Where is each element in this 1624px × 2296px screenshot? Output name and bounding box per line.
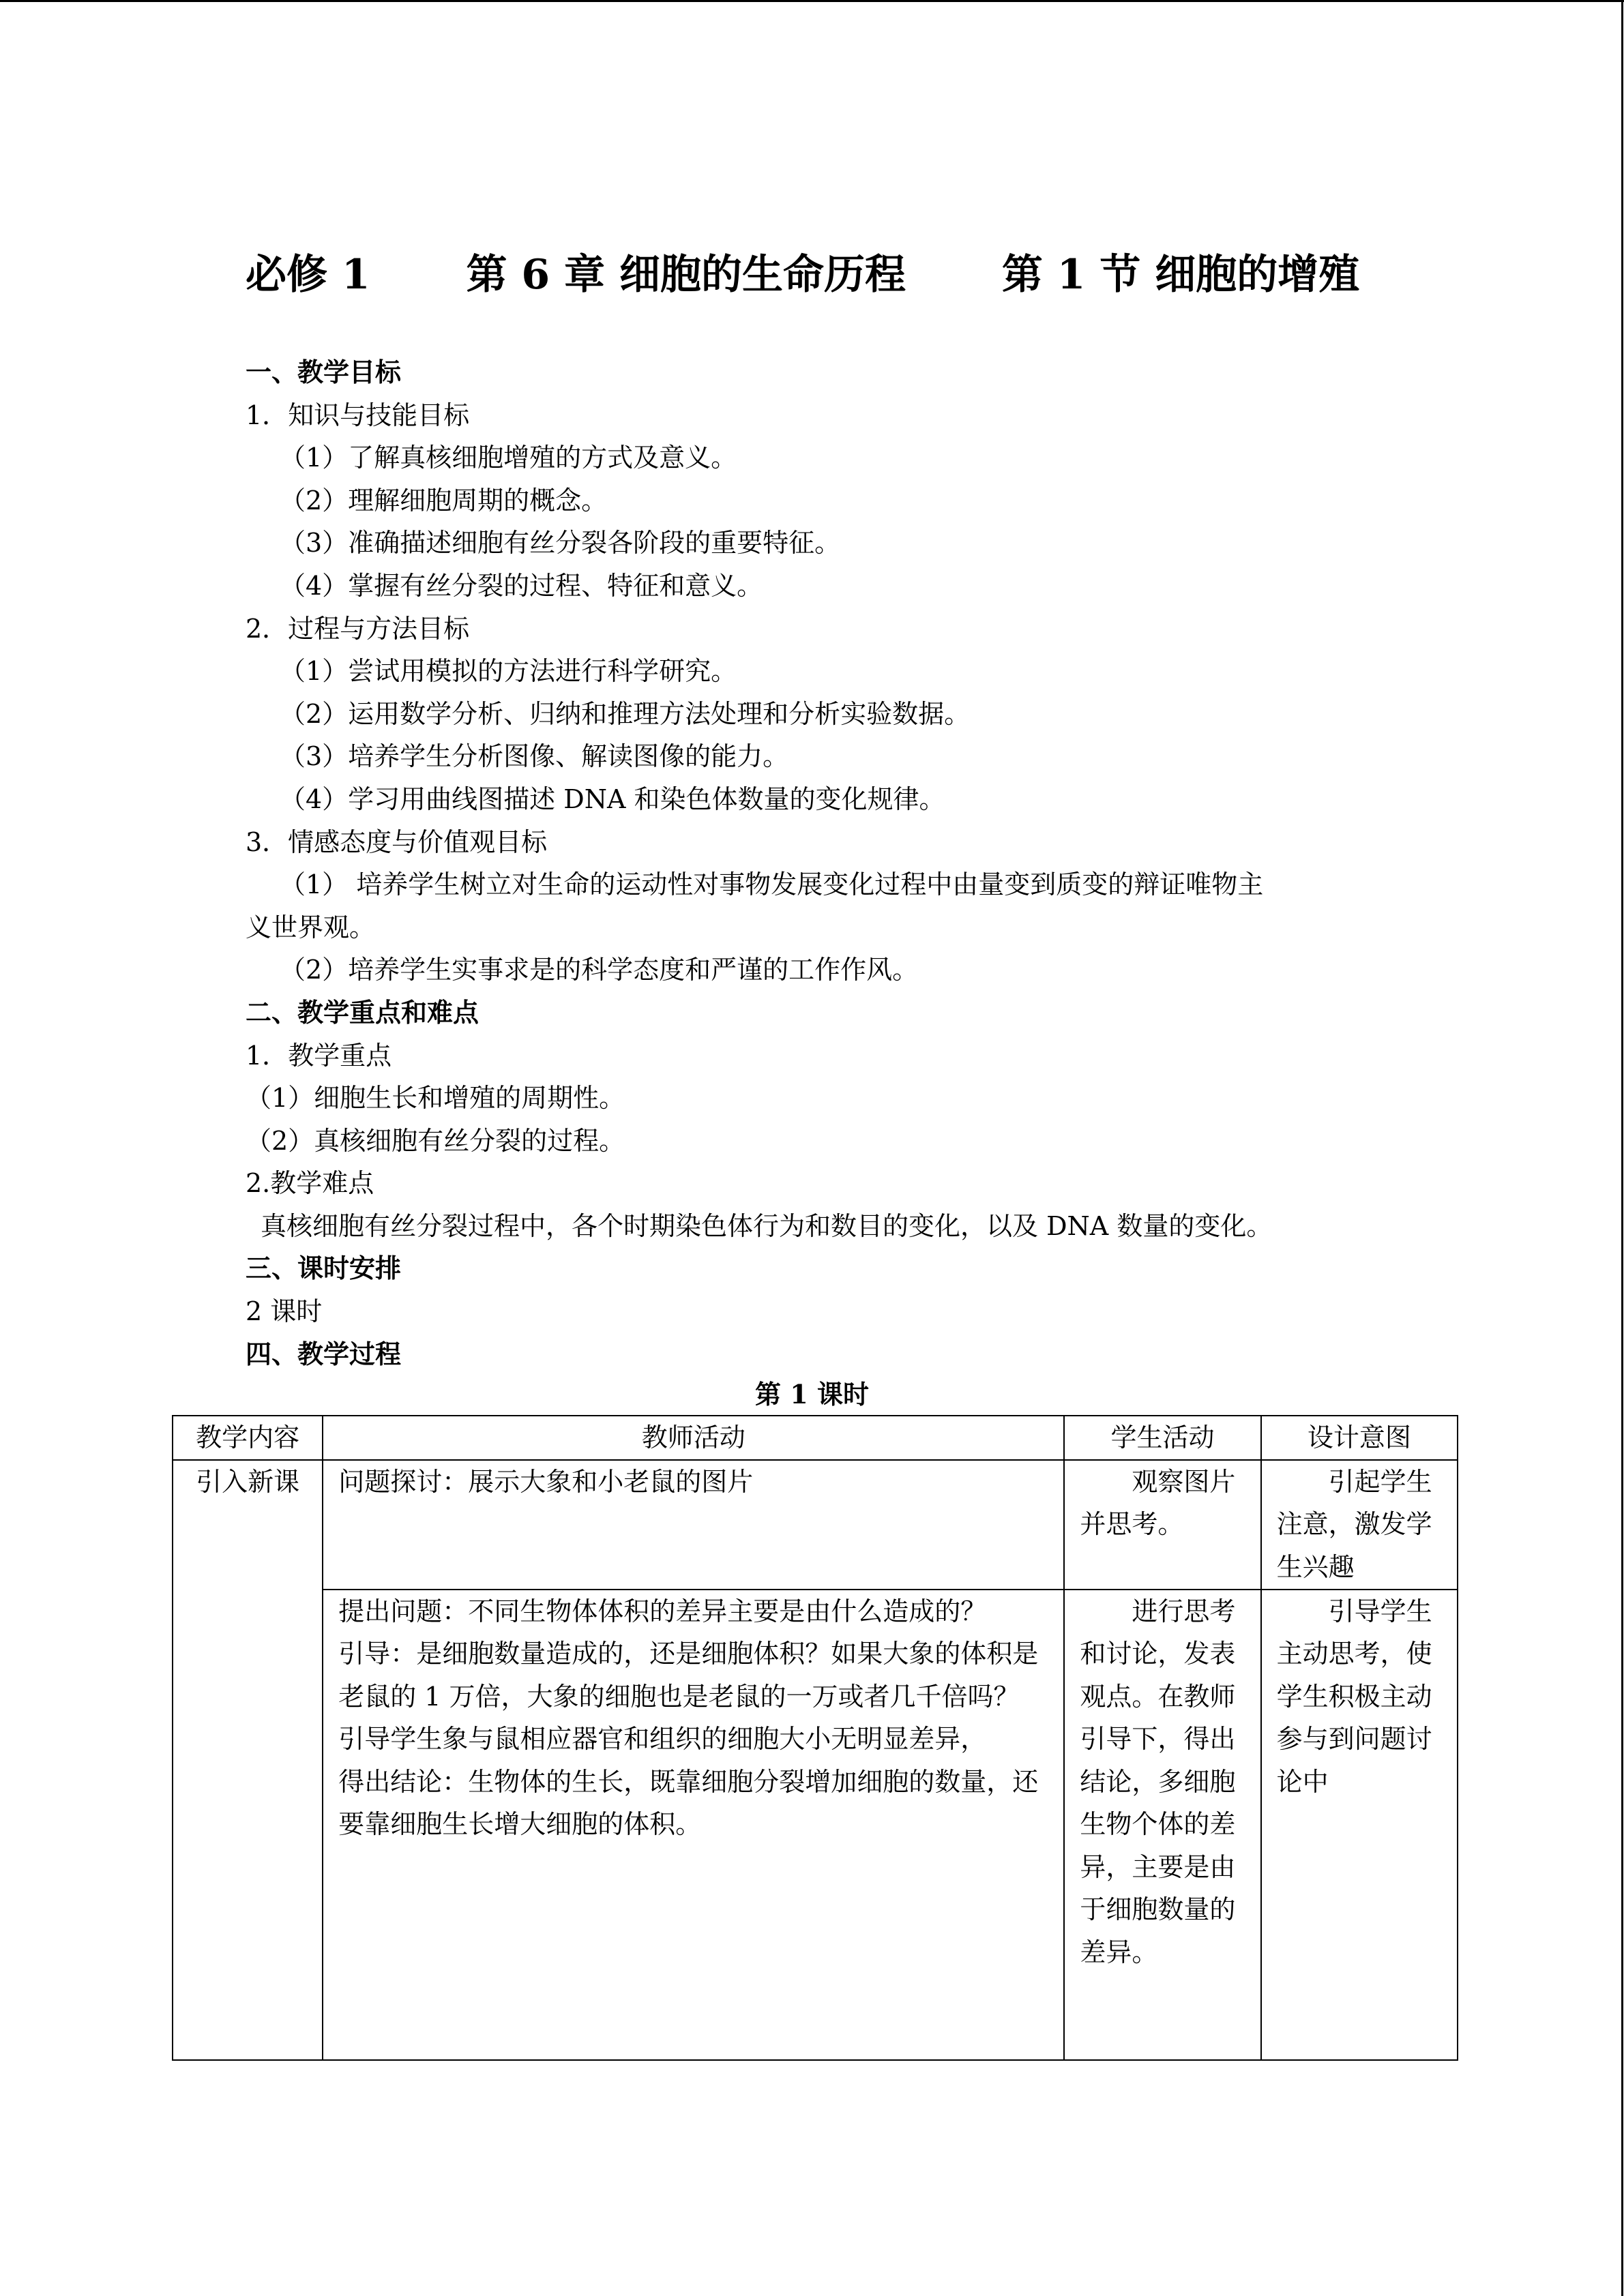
section-label-cell (173, 1460, 323, 2060)
table-header-row (173, 1416, 1458, 1460)
teacher-paragraph: 引导：是细胞数量造成的，还是细胞体积？如果大象的体积是老鼠的 1 万倍，大象的细胞也是老鼠的一万或者几千倍吗？ (338, 1639, 1039, 1712)
page-right-border (1621, 0, 1623, 2296)
body-line: （2）真核细胞有丝分裂的过程。 (246, 1125, 625, 1156)
section-heading: 三、课时安排 (246, 1253, 402, 1284)
section-label: 引入新课 (196, 1466, 300, 1497)
body-line: 真核细胞有丝分裂过程中，各个时期染色体行为和数目的变化，以及 DNA 数量的变化。 (261, 1210, 1273, 1241)
header-student-activity: 学生活动 (1064, 1416, 1260, 1460)
body-line: （4）学习用曲线图描述 DNA 和染色体数量的变化规律。 (280, 784, 945, 814)
title-module: 必修 1 (246, 251, 370, 299)
header-content: 教学内容 (173, 1416, 323, 1460)
student-activity-cell (1064, 1460, 1260, 1590)
teacher-activity-cell (323, 1590, 1064, 2060)
header-teacher-activity: 教师活动 (323, 1416, 1064, 1460)
title-chapter: 第 6 章 细胞的生命历程 (466, 251, 906, 299)
body-line: （2）培养学生实事求是的科学态度和严谨的工作作风。 (280, 955, 919, 985)
teacher-paragraph: 得出结论：生物体的生长，既靠细胞分裂增加细胞的数量，还要靠细胞生长增大细胞的体积。 (338, 1766, 1039, 1839)
teacher-paragraph: 提出问题：不同生物体体积的差异主要是由什么造成的？ (338, 1596, 987, 1626)
body-line: 2．过程与方法目标 (246, 613, 470, 644)
design-intent-cell (1261, 1590, 1458, 2060)
section-heading: 二、教学重点和难点 (246, 996, 479, 1028)
student-activity-cell (1064, 1590, 1260, 2060)
section-heading: 四、教学过程 (246, 1338, 402, 1369)
body-line: （1）细胞生长和增殖的周期性。 (246, 1083, 625, 1114)
body-line: 2.教学难点 (246, 1168, 374, 1199)
title-section: 第 1 节 细胞的增殖 (1001, 251, 1360, 299)
teacher-paragraph: 引导学生象与鼠相应器官和组织的细胞大小无明显差异， (338, 1724, 987, 1754)
student-activity-text: 观察图片并思考。 (1080, 1466, 1236, 1539)
lesson-plan-body (246, 351, 1405, 1375)
body-line: （3）准确描述细胞有丝分裂各阶段的重要特征。 (280, 528, 841, 558)
design-intent-text: 引导学生主动思考，使学生积极主动参与到问题讨论中 (1276, 1596, 1432, 1797)
table-row (173, 1590, 1458, 2060)
student-activity-text: 进行思考和讨论，发表观点。在教师引导下，得出结论，多细胞生物个体的差异，主要是由于细胞数量的差异。 (1080, 1596, 1236, 1967)
body-line: （4）掌握有丝分裂的过程、特征和意义。 (280, 570, 763, 601)
body-line: （1） 培养学生树立对生命的运动性对事物发展变化过程中由量变到质变的辩证唯物主 (280, 869, 1264, 900)
body-line: 义世界观。 (246, 912, 376, 942)
body-line: 1．教学重点 (246, 1040, 392, 1071)
design-intent-text: 引起学生注意，激发学生兴趣 (1276, 1466, 1432, 1582)
body-line: 2 课时 (246, 1296, 323, 1327)
document-title (246, 244, 1359, 305)
body-line: （2）运用数学分析、归纳和推理方法处理和分析实验数据。 (280, 698, 971, 729)
body-line: 3．情感态度与价值观目标 (246, 826, 548, 857)
session-title: 第 1 课时 (755, 1379, 869, 1410)
teaching-process-table (172, 1415, 1458, 2061)
body-line: （2）理解细胞周期的概念。 (280, 485, 608, 516)
section-heading: 一、教学目标 (246, 357, 402, 387)
teacher-activity-cell (323, 1460, 1064, 1590)
body-line: 1．知识与技能目标 (246, 400, 470, 430)
design-intent-cell (1261, 1460, 1458, 1590)
table-row (173, 1460, 1458, 1590)
body-line: （1）尝试用模拟的方法进行科学研究。 (280, 656, 737, 687)
page-top-border (0, 0, 1624, 2)
teacher-activity-text: 问题探讨：展示大象和小老鼠的图片 (338, 1466, 754, 1497)
body-line: （1）了解真核细胞增殖的方式及意义。 (280, 443, 737, 473)
body-line: （3）培养学生分析图像、解读图像的能力。 (280, 741, 789, 772)
header-design-intent: 设计意图 (1261, 1416, 1458, 1460)
